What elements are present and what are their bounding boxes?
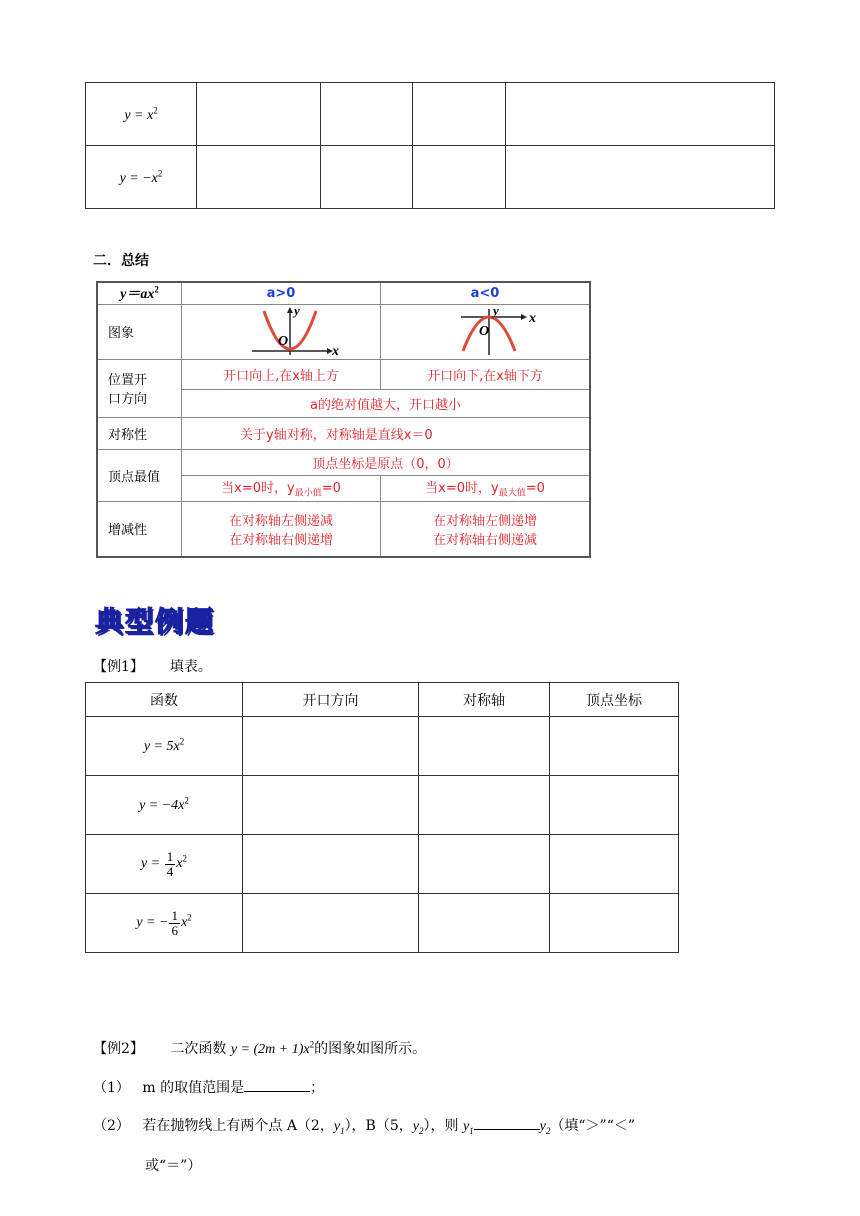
minimum-value: 当x=0时，$y_{最小值}=0$ <box>182 475 381 501</box>
symmetry-label: 对称性 <box>97 417 182 449</box>
example2-question2-cont: 或“＝”） <box>145 1158 202 1174</box>
vertex-value: 顶点坐标是原点（0，0） <box>182 449 591 475</box>
y-axis-label: y <box>493 304 499 318</box>
header-a-negative: a<0 <box>381 282 591 304</box>
table-row <box>86 776 679 835</box>
function-cell: $y = -x^2$ <box>86 146 197 209</box>
downward-parabola-graph <box>381 305 589 355</box>
monotonic-negative: 在对称轴左侧递增 在对称轴右侧递减 <box>381 501 591 557</box>
maximum-value: 当x=0时，$y_{最大值}=0$ <box>381 475 591 501</box>
summary-table <box>96 281 591 558</box>
table-row <box>86 835 679 894</box>
y-axis-label: y <box>294 304 300 318</box>
summary-header-func: $y=ax^2$ <box>97 282 182 304</box>
section-title: 二．总结 <box>93 253 149 269</box>
example1-table <box>85 682 679 953</box>
table-row <box>86 83 775 146</box>
symmetry-value: 关于y轴对称，对称轴是直线x＝0 <box>182 417 591 449</box>
header-a-positive: a>0 <box>182 282 381 304</box>
direction-negative: 开口向下,在x轴下方 <box>381 359 591 389</box>
x-axis-label: x <box>332 343 339 355</box>
x-axis-label: x <box>529 310 536 326</box>
graph-downward <box>381 304 591 359</box>
table-row <box>86 894 679 953</box>
answer-blank[interactable] <box>474 1129 540 1130</box>
monotonic-label: 增减性 <box>97 501 182 557</box>
direction-positive: 开口向上,在x轴上方 <box>182 359 381 389</box>
function-cell: $y = 5x^2$ <box>86 717 243 776</box>
upward-parabola-graph <box>182 305 380 355</box>
example2-question2: （2） 若在抛物线上有两个点 A（2，$y_1$），B（5，$y_2$），则 $y_1$ $y_2$（填“＞”“＜” <box>93 1118 636 1136</box>
table-row <box>86 146 775 209</box>
graph-label: 图象 <box>97 304 182 359</box>
typical-examples-banner: 典型例题 <box>95 605 216 638</box>
origin-label: O <box>278 333 289 349</box>
monotonic-positive: 在对称轴左侧递减 在对称轴右侧递增 <box>182 501 381 557</box>
example2-heading: 【例2】 二次函数 $y = (2m + 1)x^2$的图象如图所示。 <box>93 1039 427 1057</box>
graph-upward <box>182 304 381 359</box>
vertex-label: 顶点最值 <box>97 449 182 501</box>
abs-value-note: a的绝对值越大，开口越小 <box>182 389 591 417</box>
table-row <box>86 717 679 776</box>
function-cell: $y = x^2$ <box>86 83 197 146</box>
function-cell: y = $\frac{1}{4}$ $x^2$ <box>86 835 243 894</box>
direction-label: 位置开 口方向 <box>97 359 182 417</box>
example1-heading: 【例1】 填表。 <box>93 659 212 675</box>
top-table <box>85 82 775 209</box>
table-header-row: 函数 开口方向 对称轴 顶点坐标 <box>86 683 679 717</box>
function-cell: $y = -4x^2$ <box>86 776 243 835</box>
function-cell: y = − $\frac{1}{6}$ $x^2$ <box>86 894 243 953</box>
example2-question1: （1） m 的取值范围是 ； <box>93 1080 325 1096</box>
answer-blank[interactable] <box>244 1091 310 1092</box>
origin-label: O <box>479 323 490 339</box>
